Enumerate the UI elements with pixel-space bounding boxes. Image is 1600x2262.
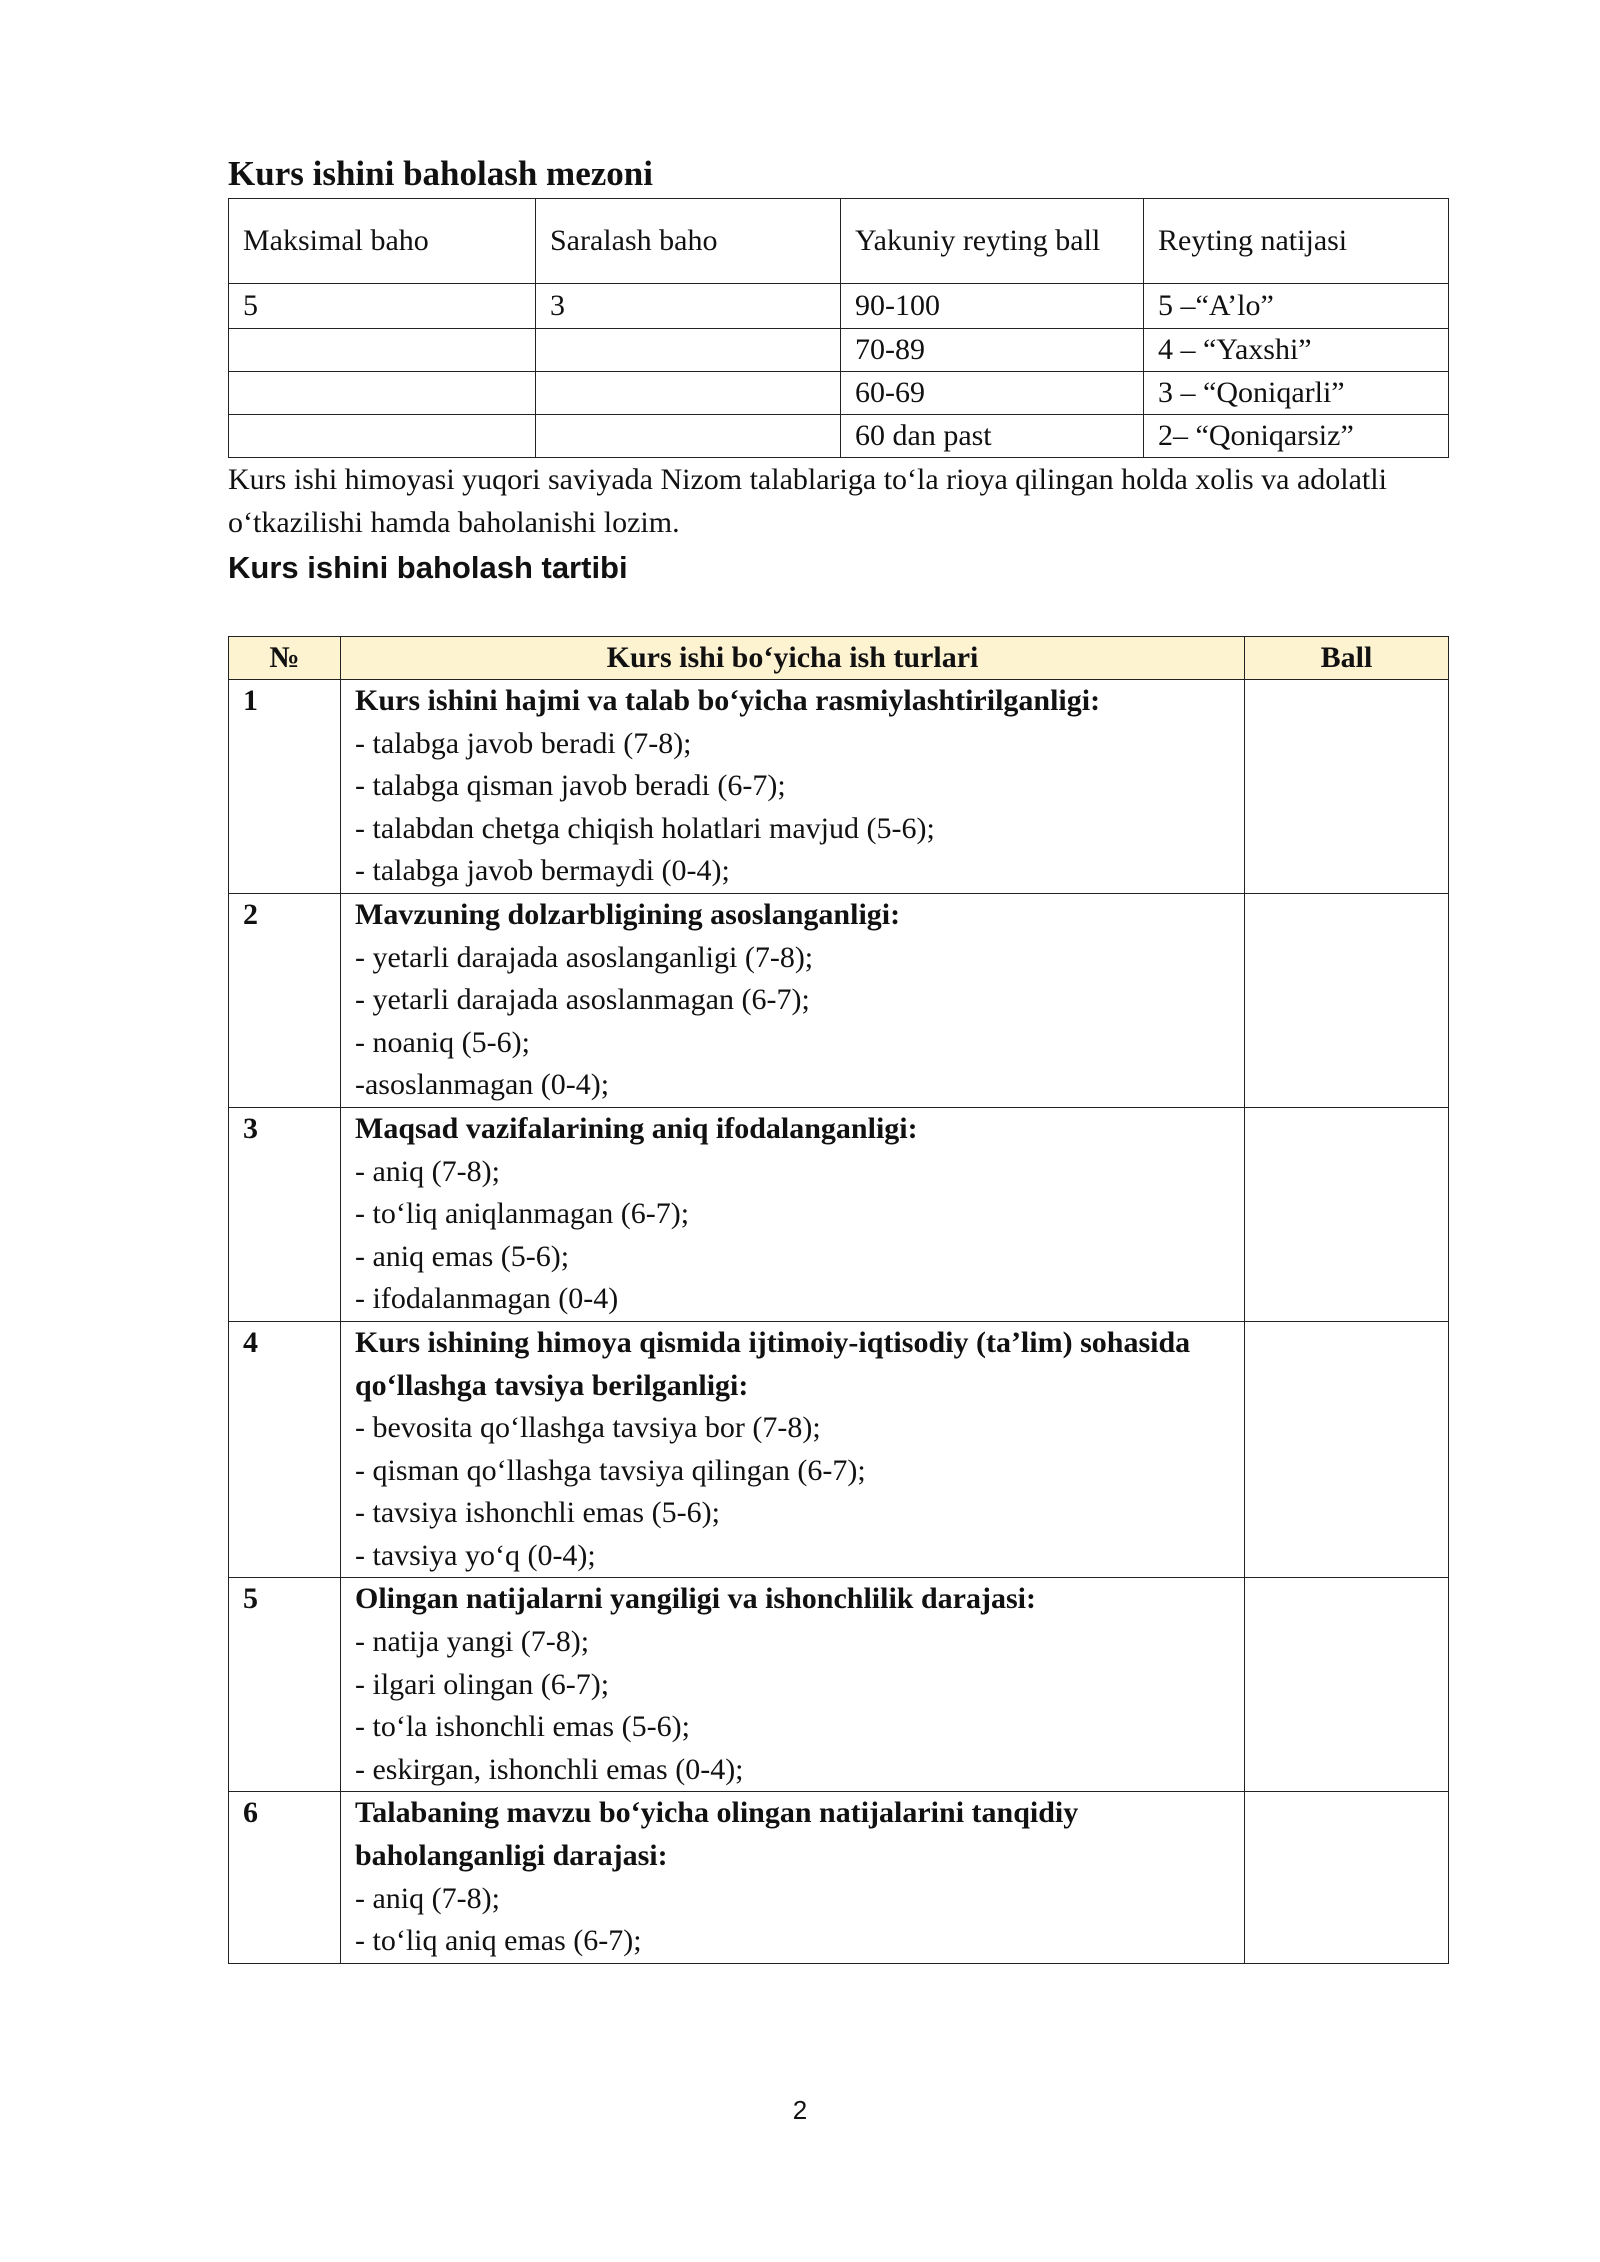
table-row (229, 1107, 1449, 1321)
section-title-criteria: Kurs ishini baholash mezoni (228, 154, 653, 193)
header-ball: Ball (1245, 637, 1449, 680)
criterion-option: - talabga javob beradi (7-8); (355, 726, 692, 760)
criteria-cell: 3 – “Qoniqarli” (1144, 372, 1449, 415)
row-criteria (341, 893, 1245, 1107)
criteria-row (229, 415, 1449, 458)
row-ball (1245, 1107, 1449, 1321)
criteria-header-row (229, 199, 1449, 284)
criteria-cell (536, 415, 841, 458)
criteria-header-cell: Saralash baho (536, 199, 841, 284)
criteria-table (228, 198, 1449, 458)
criteria-header-cell: Maksimal baho (229, 199, 536, 284)
row-criteria (341, 680, 1245, 894)
criteria-header-cell: Reyting natijasi (1144, 199, 1449, 284)
criteria-cell: 60-69 (841, 372, 1144, 415)
header-number: № (229, 637, 341, 680)
criteria-cell (229, 415, 536, 458)
row-ball (1245, 893, 1449, 1107)
row-number: 6 (229, 1792, 341, 1963)
criterion-option: - ifodalanmagan (0-4) (355, 1282, 619, 1316)
section-title-procedure: Kurs ishini baholash tartibi (228, 550, 628, 585)
criteria-cell: 2– “Qoniqarsiz” (1144, 415, 1449, 458)
criterion-title: Olingan natijalarni yangiligi va ishonchlilik darajasi: (355, 1582, 1036, 1616)
page-number: 2 (792, 2095, 808, 2125)
criterion-option: - aniq (7-8); (355, 1881, 500, 1915)
criterion-title: Maqsad vazifalarining aniq ifodalanganligi: (355, 1111, 918, 1145)
criteria-row (229, 284, 1449, 329)
row-ball (1245, 1578, 1449, 1792)
criterion-option: - talabga qisman javob beradi (6-7); (355, 769, 786, 803)
document-page (228, 150, 1448, 1964)
table-row (229, 680, 1449, 894)
criterion-option: - aniq emas (5-6); (355, 1239, 570, 1273)
row-number: 5 (229, 1578, 341, 1792)
row-criteria (341, 1578, 1245, 1792)
criterion-option: - aniq (7-8); (355, 1154, 500, 1188)
criterion-option: - talabdan chetga chiqish holatlari mavjud (5-6); (355, 811, 935, 845)
row-number: 4 (229, 1321, 341, 1578)
procedure-table (228, 636, 1449, 1964)
criteria-row (229, 372, 1449, 415)
criterion-option: - yetarli darajada asoslanmagan (6-7); (355, 983, 810, 1017)
table-row (229, 893, 1449, 1107)
row-ball (1245, 1792, 1449, 1963)
table-row (229, 1321, 1449, 1578)
row-number: 2 (229, 893, 341, 1107)
criteria-row (229, 329, 1449, 372)
criteria-cell (229, 372, 536, 415)
criterion-option: - noaniq (5-6); (355, 1025, 530, 1059)
row-ball (1245, 1321, 1449, 1578)
criteria-cell: 4 – “Yaxshi” (1144, 329, 1449, 372)
criterion-option: - to‘la ishonchli emas (5-6); (355, 1710, 690, 1744)
criteria-cell: 5 –“A’lo” (1144, 284, 1449, 329)
criteria-cell (229, 329, 536, 372)
criterion-option: - natija yangi (7-8); (355, 1625, 590, 1659)
criterion-option: - bevosita qo‘llashga tavsiya bor (7-8); (355, 1411, 821, 1445)
criterion-option: - tavsiya yo‘q (0-4); (355, 1538, 596, 1572)
criterion-option: - qisman qo‘llashga tavsiya qilingan (6-7); (355, 1453, 866, 1487)
header-work-types: Kurs ishi bo‘yicha ish turlari (341, 637, 1245, 680)
criterion-option: - yetarli darajada asoslanganligi (7-8); (355, 940, 814, 974)
row-criteria (341, 1107, 1245, 1321)
criterion-title: Kurs ishini hajmi va talab bo‘yicha rasmiylashtirilganligi: (355, 684, 1101, 717)
criterion-title: Kurs ishining himoya qismida ijtimoiy-iqtisodiy (ta’lim) sohasida qo‘llashga tavsiya berilganligi: (355, 1325, 1191, 1402)
criteria-cell: 3 (536, 284, 841, 329)
table-row (229, 1578, 1449, 1792)
criteria-cell: 70-89 (841, 329, 1144, 372)
criteria-header-cell: Yakuniy reyting ball (841, 199, 1144, 284)
row-number: 1 (229, 680, 341, 894)
criterion-option: - eskirgan, ishonchli emas (0-4); (355, 1752, 744, 1786)
criterion-option: - tavsiya ishonchli emas (5-6); (355, 1496, 720, 1530)
criteria-cell (536, 329, 841, 372)
body-paragraph: Kurs ishi himoyasi yuqori saviyada Nizom talablariga to‘la rioya qilingan holda xolis va adolatli o‘tkazilishi hamda baholanishi lozim. (228, 463, 1387, 539)
row-criteria (341, 1321, 1245, 1578)
criterion-option: - ilgari olingan (6-7); (355, 1667, 610, 1701)
table-row (229, 1792, 1449, 1963)
criterion-option: - to‘liq aniqlanmagan (6-7); (355, 1197, 690, 1231)
criteria-cell: 90-100 (841, 284, 1144, 329)
row-criteria (341, 1792, 1245, 1963)
criterion-option: - to‘liq aniq emas (6-7); (355, 1924, 642, 1958)
criteria-cell: 5 (229, 284, 536, 329)
criteria-cell: 60 dan past (841, 415, 1144, 458)
procedure-header-row (229, 637, 1449, 680)
criterion-option: -asoslanmagan (0-4); (355, 1068, 610, 1102)
criterion-title: Talabaning mavzu bo‘yicha olingan natijalarini tanqidiy baholanganligi darajasi: (355, 1796, 1079, 1873)
row-ball (1245, 680, 1449, 894)
criteria-cell (536, 372, 841, 415)
criterion-title: Mavzuning dolzarbligining asoslanganligi: (355, 897, 901, 931)
criterion-option: - talabga javob bermaydi (0-4); (355, 854, 730, 888)
row-number: 3 (229, 1107, 341, 1321)
